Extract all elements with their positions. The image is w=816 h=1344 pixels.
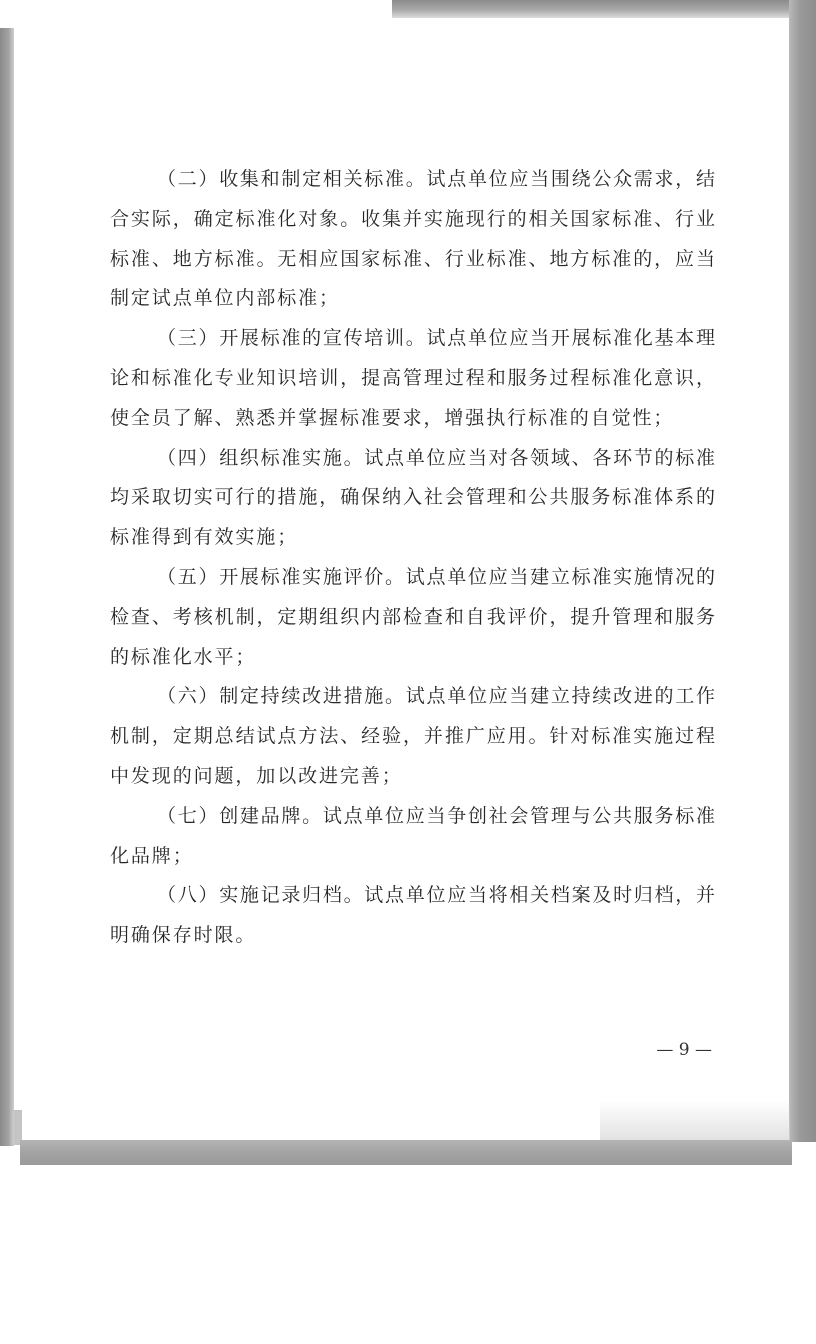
text-line: （二）收集和制定相关标准。试点单位应当围绕公众需求，结 xyxy=(157,168,715,190)
document-body xyxy=(110,160,715,956)
text-line: 均采取切实可行的措施，确保纳入社会管理和公共服务标准体系的 xyxy=(110,486,715,509)
text-line: （七）创建品牌。试点单位应当争创社会管理与公共服务标准 xyxy=(157,804,715,827)
scan-edge-top xyxy=(392,0,816,18)
text-line: （五）开展标准实施评价。试点单位应当建立标准实施情况的 xyxy=(157,565,715,588)
paragraph xyxy=(110,876,715,956)
text-line: 合实际，确定标准化对象。收集并实施现行的相关国家标准、行业 xyxy=(110,207,715,230)
scan-shadow-bottom-fade xyxy=(600,1100,790,1140)
text-line: 明确保存时限。 xyxy=(110,924,257,947)
paragraph xyxy=(110,160,715,319)
paragraph xyxy=(110,797,715,877)
text-line: （六）制定持续改进措施。试点单位应当建立持续改进的工作 xyxy=(157,685,715,708)
text-line: （三）开展标准的宣传培训。试点单位应当开展标准化基本理 xyxy=(157,327,715,350)
text-line: （八）实施记录归档。试点单位应当将相关档案及时归档，并 xyxy=(157,884,715,907)
scan-edge-right xyxy=(789,0,816,1142)
text-line: 中发现的问题，加以改进完善； xyxy=(110,764,403,787)
text-line: 使全员了解、熟悉并掌握标准要求，增强执行标准的自觉性； xyxy=(110,406,675,429)
text-line: （四）组织标准实施。试点单位应当对各领域、各环节的标准 xyxy=(157,446,715,469)
text-line: 论和标准化专业知识培训，提高管理过程和服务过程标准化意识， xyxy=(110,366,715,389)
paragraph xyxy=(110,319,715,438)
text-line: 的标准化水平； xyxy=(110,645,257,668)
text-line: 制定试点单位内部标准； xyxy=(110,287,340,310)
paragraph xyxy=(110,439,715,558)
scan-edge-left xyxy=(0,28,14,1146)
scan-edge-bottom xyxy=(20,1140,792,1165)
text-line: 检查、考核机制，定期组织内部检查和自我评价，提升管理和服务 xyxy=(110,605,715,628)
paragraph xyxy=(110,558,715,677)
text-line: 化品牌； xyxy=(110,844,194,867)
text-line: 标准得到有效实施； xyxy=(110,526,299,549)
text-line: 机制，定期总结试点方法、经验，并推广应用。针对标准实施过程 xyxy=(110,725,715,748)
paragraph xyxy=(110,677,715,796)
page-number: — 9 — xyxy=(656,1040,712,1060)
text-line: 标准、地方标准。无相应国家标准、行业标准、地方标准的，应当 xyxy=(110,247,715,270)
